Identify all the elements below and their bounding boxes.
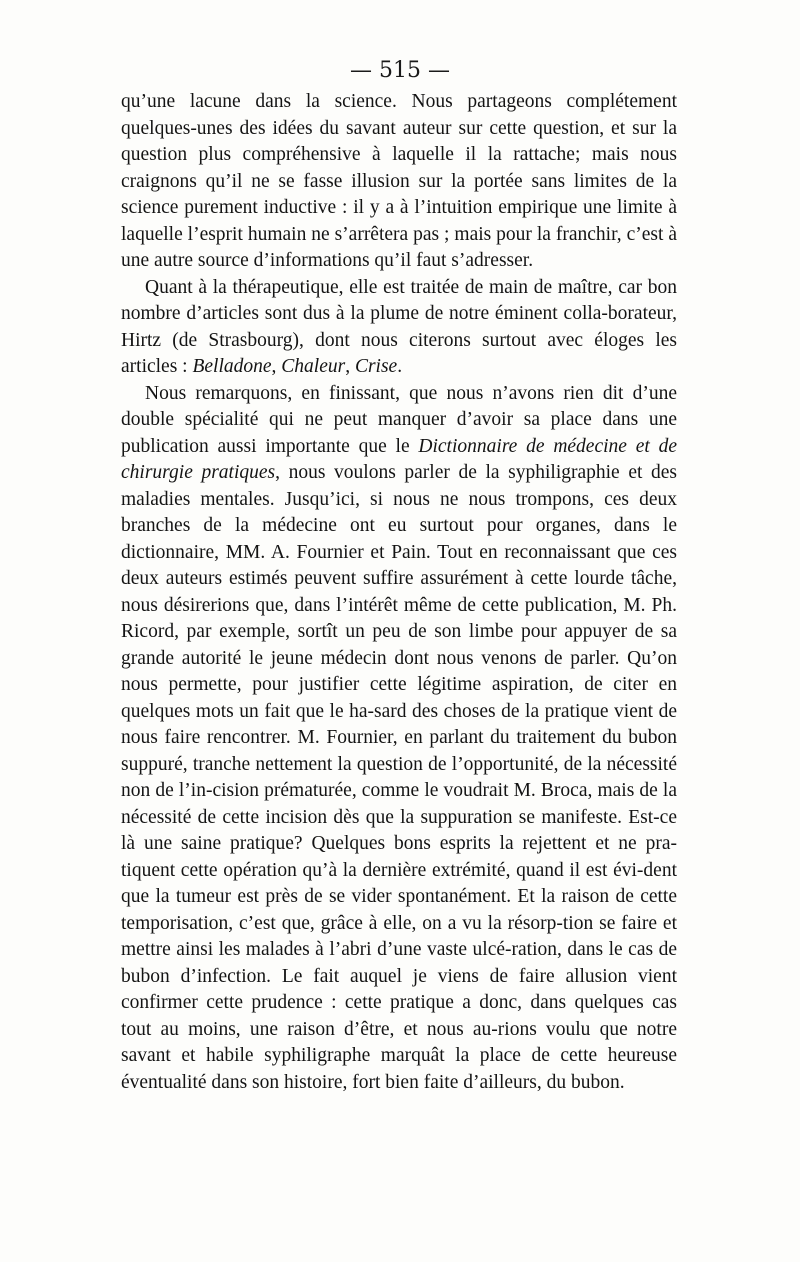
article-title-crise: Crise bbox=[354, 356, 398, 377]
body-text bbox=[121, 89, 677, 1096]
paragraph-3-start: Nous remarquons, en finissant, que nous n’avons rien dit d’une double spécialité qui ne peut manquer d’avoir sa place dans une publication aussi importante que le bbox=[121, 382, 677, 457]
paragraph-2-text: Quant à la thérapeutique, elle est traitée de main de maître, car bon nombre d’articles sont dus à la plume de notre éminent colla-borateur, Hirtz (de Strasbourg), dont nous citerons surtout avec éloges les articles : bbox=[121, 276, 677, 377]
paragraph-3 bbox=[121, 381, 677, 1097]
paragraph-2-end: . bbox=[397, 356, 403, 377]
article-title-chaleur: Chaleur bbox=[281, 356, 346, 377]
dictionary-title: Dictionnaire de médecine et de chirurgie pratiques bbox=[121, 435, 678, 483]
page-number: — 515 — bbox=[350, 58, 450, 83]
paragraph-2 bbox=[121, 275, 677, 381]
paragraph-3-rest: , nous voulons parler de la syphiligraphie et des maladies mentales. Jusqu’ici, si nous ne nous trompons, ces deux branches de la médecine ont eu surtout pour organes, dans le dictionnaire, MM. A. Fournier et Pain. Tout en reconnaissant que ces deux auteurs estimés peuvent suffire assurément à cette lourde tâche, nous désirerions que, dans l’intérêt même de cette publication, M. Ph. Ricord, par exemple, sortît un peu de son limbe pour appuyer de sa grande autorité le jeune médecin dont nous venons de parler. Qu’on nous permette, pour justifier cette légitime aspiration, de citer en quelques mots un fait que le ha-sard des choses de la pratique vient de nous faire rencontrer. M. Fournier, en parlant du traitement du bubon suppuré, tranche nettement la question de l’opportunité, de la nécessité non de l’in-cision prématurée, comme le voudrait M. Broca, mais de la nécessité de cette incision dès que la suppuration se manifeste. Est-ce là une saine pratique? Quelques bons esprits la rejettent et ne pra-tiquent cette opération qu’à la dernière extrémité, quand il est évi-dent que la tumeur est près de se vider spontanément. Et la raison de cette temporisation, c’est que, grâce à elle, on a vu la résorp-tion se faire et mettre ainsi les malades à l’abri d’une vaste ulcé-ration, dans le cas de bubon d’infection. Le fait auquel je viens de faire allusion vient confirmer cette prudence : cette pratique a donc, dans quelques cas tout au moins, une raison d’être, et nous au-rions voulu que notre savant et habile syphiligraphe marquât la place de cette heureuse éventualité dans son histoire, fort bien faite d’ailleurs, du bubon. bbox=[121, 462, 677, 1093]
paragraph-1: qu’une lacune dans la science. Nous partageons complétement quelques-unes des idées du savant auteur sur cette question, et sur la question plus compréhensive à laquelle il la rattache; mais nous craignons qu’il ne se fasse illusion sur la portée sans limites de la science purement inductive : il y a à l’intuition empirique une limite à laquelle l’esprit humain ne s’arrêtera pas ; mais pour la franchir, c’est à une autre source d’informations qu’il faut s’adresser. bbox=[121, 91, 677, 271]
article-title-belladone: Belladone bbox=[192, 356, 272, 377]
separator: , bbox=[345, 356, 355, 377]
separator: , bbox=[271, 356, 282, 377]
